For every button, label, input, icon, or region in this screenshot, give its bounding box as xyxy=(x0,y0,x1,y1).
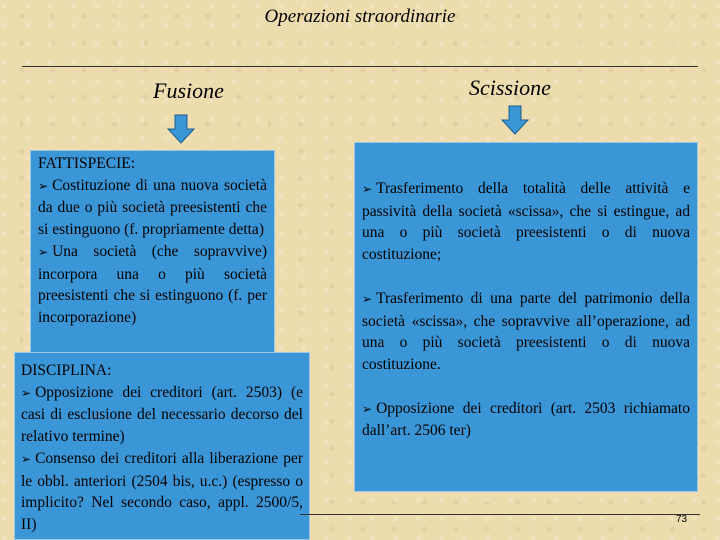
page-number: 73 xyxy=(676,514,688,525)
disciplina-item: ➢ Consenso dei creditori alla liberazione per le obbl. anteriori (2504 bis, u.c.) (espresso o implicito? Nel secondo caso, appl. 2500/5, II) xyxy=(21,449,303,533)
scissione-item: ➢ Trasferimento di una parte del patrimonio della società «scissa», che sopravvive all’operazione, ad una o più società preesistenti o di nuova costituzione. xyxy=(362,289,690,373)
scissione-heading: Scissione xyxy=(469,75,551,100)
fattispecie-item: ➢ Una società (che sopravvive) incorpora una o più società preesistenti che si estinguono (f. per incorporazione) xyxy=(38,242,267,326)
down-arrow-icon xyxy=(166,114,196,144)
disciplina-box xyxy=(14,352,310,540)
disciplina-label: DISCIPLINA: xyxy=(21,362,112,379)
bullet-arrow-icon: ➢ xyxy=(362,401,373,416)
footer-divider xyxy=(300,514,700,515)
bullet-arrow-icon: ➢ xyxy=(362,182,373,196)
scissione-item: ➢ Opposizione dei creditori (art. 2503 richiamato dall’art. 2506 ter) xyxy=(362,399,690,440)
scissione-item: ➢ Trasferimento della totalità delle attività e passività della società «scissa», che si estingue, ad una o più società preesistenti o di nuova costituzione; xyxy=(362,180,690,264)
bullet-arrow-icon: ➢ xyxy=(38,244,49,259)
fattispecie-label: FATTISPECIE: xyxy=(38,155,136,172)
down-arrow-icon xyxy=(500,105,530,135)
slide-title: Operazioni straordinarie xyxy=(264,6,456,27)
fattispecie-item: ➢ Costituzione di una nuova società da due o più società preesistenti che si estinguono (f. propriamente detta) xyxy=(38,176,267,239)
bullet-arrow-icon: ➢ xyxy=(21,451,32,466)
scissione-box xyxy=(354,142,698,492)
bullet-arrow-icon: ➢ xyxy=(38,178,49,193)
fattispecie-box xyxy=(30,150,275,356)
disciplina-item: ➢ Opposizione dei creditori (art. 2503) (e casi di esclusione del necessario decorso del relativo termine) xyxy=(21,383,303,446)
bullet-arrow-icon: ➢ xyxy=(362,291,373,306)
bullet-arrow-icon: ➢ xyxy=(21,385,32,400)
title-divider xyxy=(22,66,698,67)
fusione-heading: Fusione xyxy=(153,78,224,103)
